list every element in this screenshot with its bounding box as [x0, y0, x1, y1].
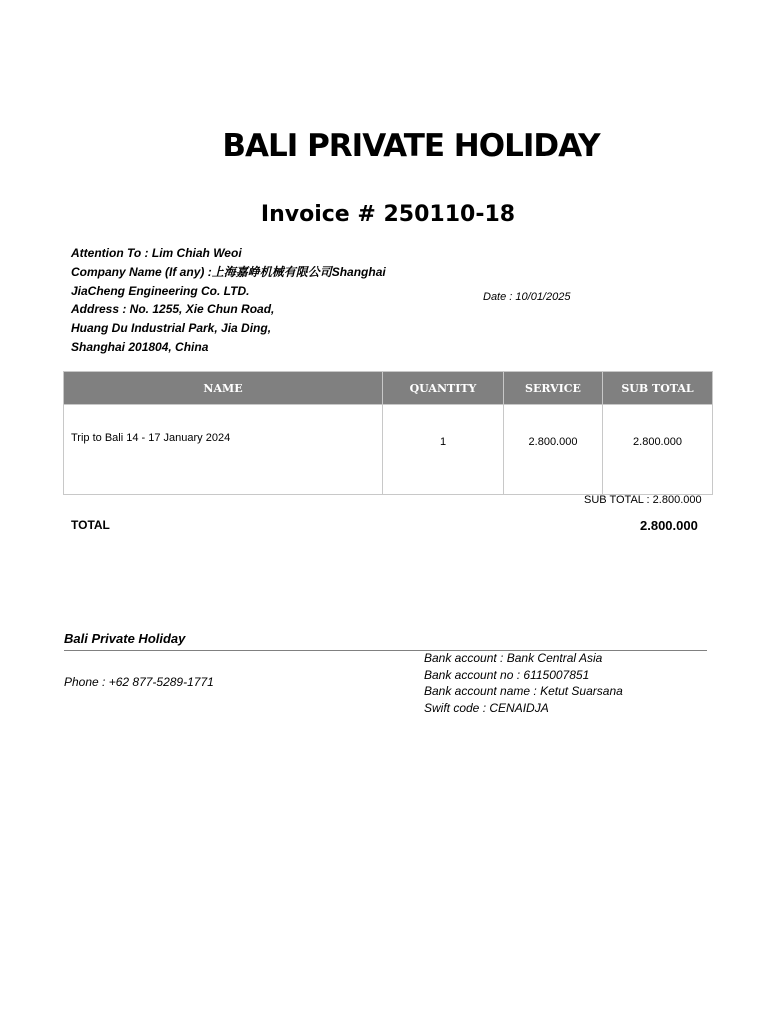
company-line-2: JiaCheng Engineering Co. LTD. — [71, 283, 250, 298]
total-value: 2.800.000 — [640, 518, 698, 533]
header-name: NAME — [64, 372, 383, 405]
subtotal: SUB TOTAL : 2.800.000 — [584, 494, 702, 506]
phone: Phone : +62 877-5289-1771 — [64, 675, 214, 689]
table-row — [64, 405, 713, 495]
bank-account-name: Bank account name : Ketut Suarsana — [424, 684, 623, 699]
header-quantity: QUANTITY — [383, 372, 504, 405]
table-header-row — [64, 372, 713, 405]
recipient-block — [71, 244, 451, 357]
bank-account-no: Bank account no : 6115007851 — [424, 667, 590, 682]
invoice-number: Invoice # 250110-18 — [260, 202, 516, 227]
swift-code: Swift code : CENAIDJA — [424, 700, 549, 715]
address-line-3: Shanghai 201804, China — [71, 339, 209, 354]
total-label: TOTAL — [71, 518, 110, 532]
bank-details — [424, 650, 623, 716]
header-service: SERVICE — [504, 372, 603, 405]
row-quantity: 1 — [383, 405, 504, 495]
row-service: 2.800.000 — [504, 405, 603, 495]
footer-company: Bali Private Holiday — [64, 631, 186, 646]
company-line-1: Company Name (If any) :上海嘉峥机械有限公司Shanghai — [71, 264, 386, 279]
row-name: Trip to Bali 14 - 17 January 2024 — [64, 405, 383, 495]
company-title: BALI PRIVATE HOLIDAY — [222, 128, 600, 164]
row-subtotal: 2.800.000 — [603, 405, 713, 495]
address-line-1: Address : No. 1255, Xie Chun Road, — [71, 302, 275, 317]
items-table — [63, 371, 713, 495]
invoice-date: Date : 10/01/2025 — [483, 291, 571, 303]
header-subtotal: SUB TOTAL — [603, 372, 713, 405]
address-line-2: Huang Du Industrial Park, Jia Ding, — [71, 321, 272, 336]
bank-account: Bank account : Bank Central Asia — [424, 651, 603, 665]
attention-line: Attention To : Lim Chiah Weoi — [71, 246, 242, 260]
